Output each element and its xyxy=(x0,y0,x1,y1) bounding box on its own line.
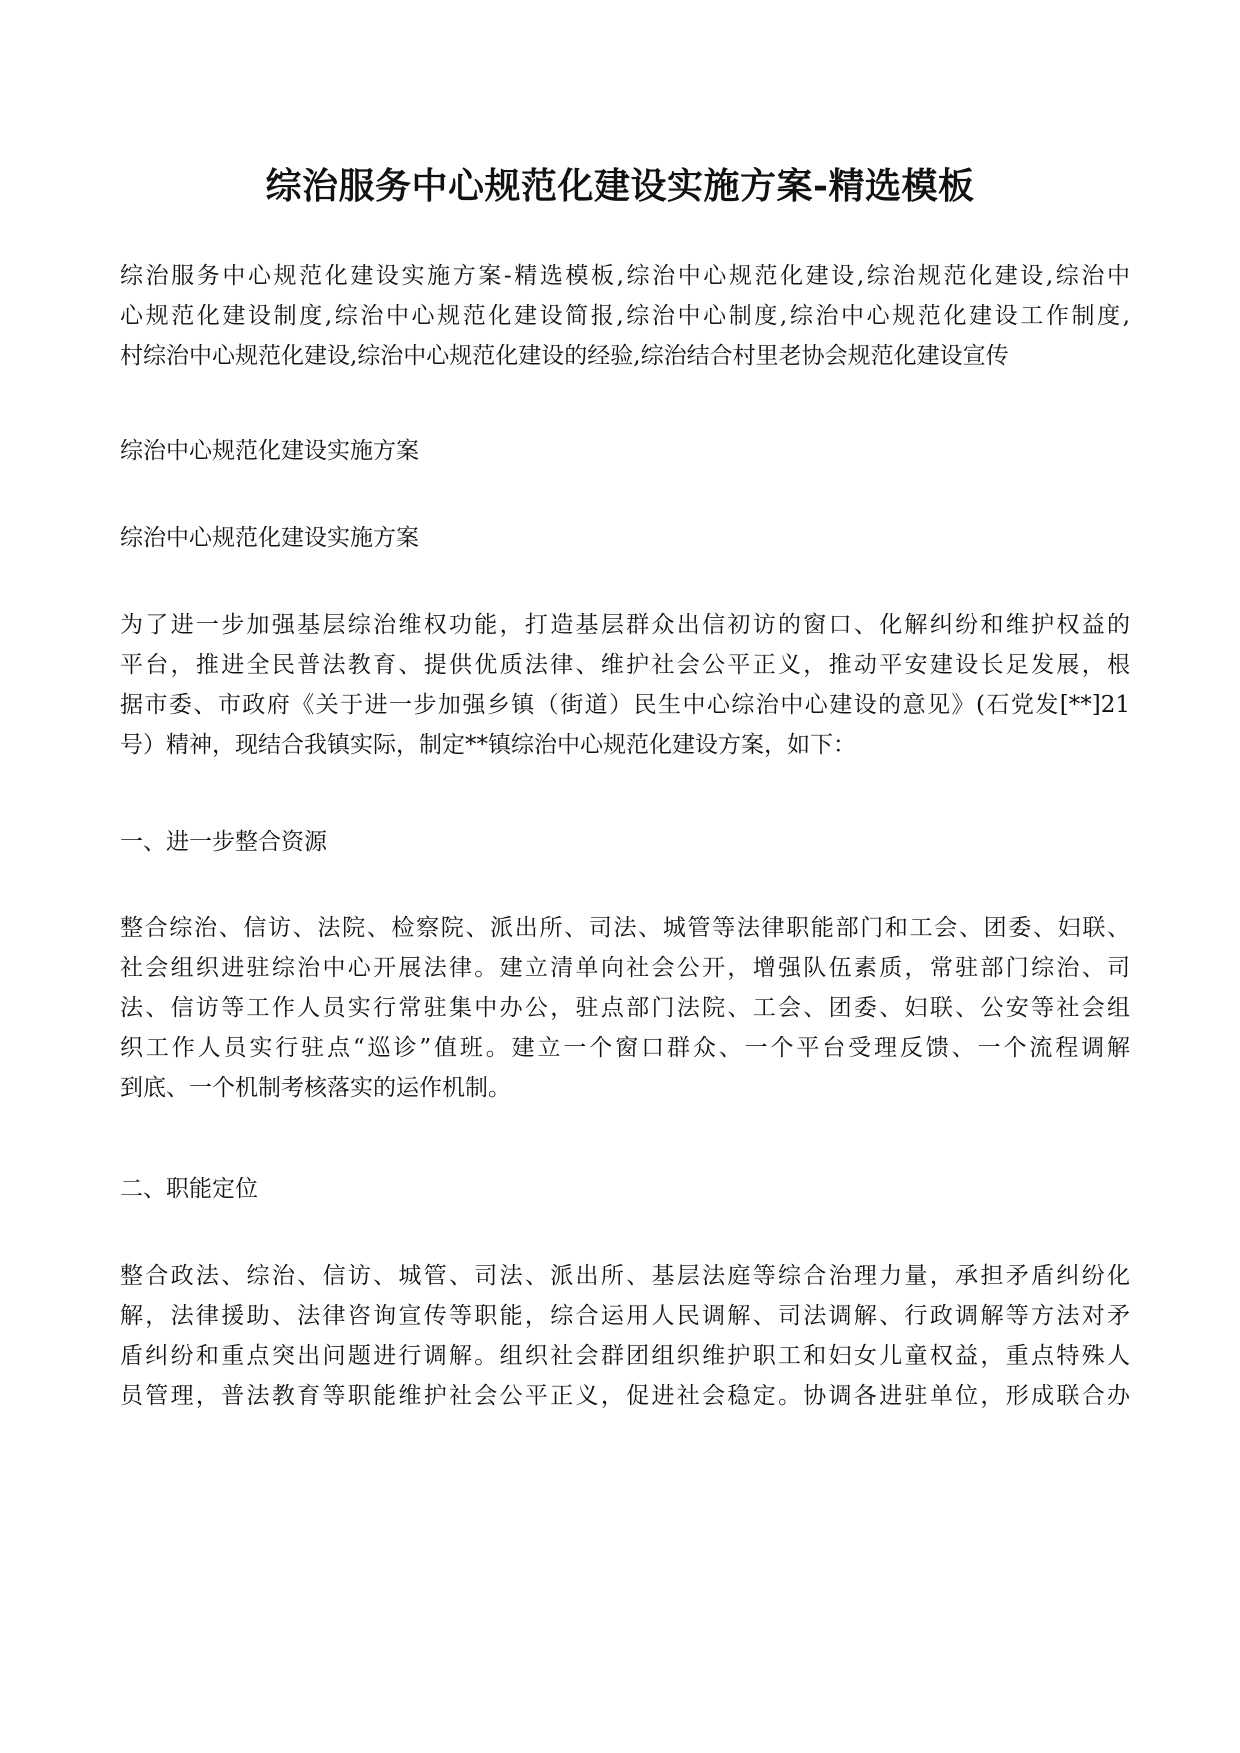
section-2-line: 员管理，普法教育等职能维护社会公平正义，促进社会稳定。协调各进驻单位，形成联合办 xyxy=(120,1383,1130,1409)
intro-line: 为了进一步加强基层综治维权功能，打造基层群众出信初访的窗口、化解纠纷和维护权益的 xyxy=(120,612,1130,638)
subtitle-text: 综治中心规范化建设实施方案 xyxy=(120,525,419,551)
section-1-heading xyxy=(120,822,1130,862)
section-heading-text: 二、职能定位 xyxy=(120,1176,258,1202)
subtitle-heading-2 xyxy=(120,518,1130,558)
section-2-heading xyxy=(120,1169,1130,1209)
section-1-line: 整合综治、信访、法院、检察院、派出所、司法、城管等法律职能部门和工会、团委、妇联、 xyxy=(120,915,1130,941)
section-heading-text: 一、进一步整合资源 xyxy=(120,829,327,855)
subtitle-text: 综治中心规范化建设实施方案 xyxy=(120,438,419,464)
section-1-line: 社会组织进驻综治中心开展法律。建立清单向社会公开，增强队伍素质，常驻部门综治、司 xyxy=(120,955,1130,981)
section-2-paragraph xyxy=(120,1256,1130,1416)
intro-line: 号）精神，现结合我镇实际，制定**镇综治中心规范化建设方案，如下： xyxy=(120,732,856,758)
section-1-line: 法、信访等工作人员实行常驻集中办公，驻点部门法院、工会、团委、妇联、公安等社会组 xyxy=(120,995,1130,1021)
subtitle-heading-1 xyxy=(120,431,1130,471)
section-1-paragraph xyxy=(120,908,1130,1108)
intro-line: 平台，推进全民普法教育、提供优质法律、维护社会公平正义，推动平安建设长足发展，根 xyxy=(120,652,1130,678)
keywords-line: 村综治中心规范化建设,综治中心规范化建设的经验,综治结合村里老协会规范化建设宣传 xyxy=(120,343,1009,369)
section-2-line: 盾纠纷和重点突出问题进行调解。组织社会群团组织维护职工和妇女儿童权益，重点特殊人 xyxy=(120,1343,1130,1369)
section-2-line: 整合政法、综治、信访、城管、司法、派出所、基层法庭等综合治理力量，承担矛盾纠纷化 xyxy=(120,1263,1130,1289)
section-1-line: 织工作人员实行驻点“巡诊”值班。建立一个窗口群众、一个平台受理反馈、一个流程调解 xyxy=(120,1035,1130,1061)
section-1-line: 到底、一个机制考核落实的运作机制。 xyxy=(120,1075,511,1101)
keywords-line: 综治服务中心规范化建设实施方案-精选模板,综治中心规范化建设,综治规范化建设,综治中 xyxy=(120,263,1130,289)
section-2-line: 解，法律援助、法律咨询宣传等职能，综合运用人民调解、司法调解、行政调解等方法对矛 xyxy=(120,1303,1130,1329)
document-title: 综治服务中心规范化建设实施方案-精选模板 xyxy=(265,165,975,207)
keywords-line: 心规范化建设制度,综治中心规范化建设简报,综治中心制度,综治中心规范化建设工作制度, xyxy=(120,303,1130,329)
intro-line: 据市委、市政府《关于进一步加强乡镇（街道）民生中心综治中心建设的意见》(石党发[**]21 xyxy=(120,692,1130,718)
keywords-paragraph xyxy=(120,256,1130,376)
intro-paragraph xyxy=(120,605,1130,765)
